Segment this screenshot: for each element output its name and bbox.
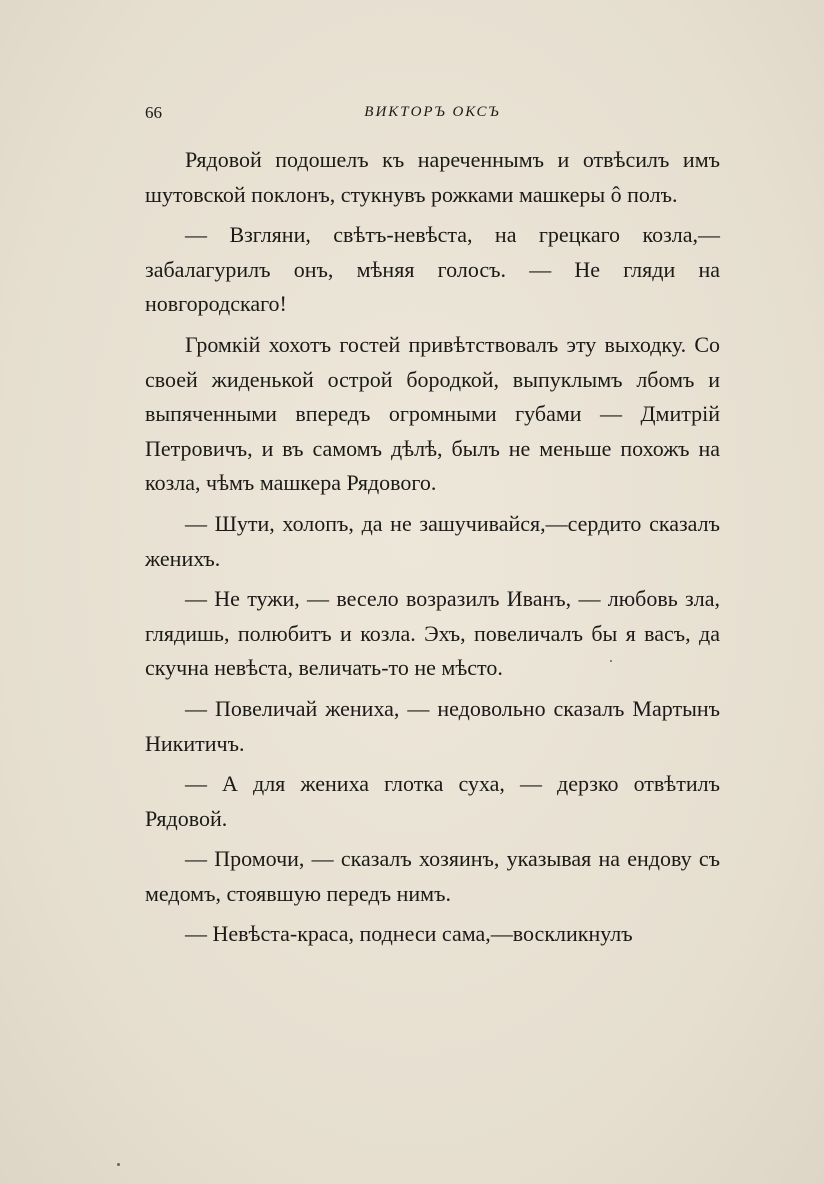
paragraph: — Невѣста-краса, поднеси сама,—воскликнулъ (185, 921, 633, 947)
paragraph: — Не тужи, — весело возразилъ Иванъ, — любовь зла, глядишь, полюбитъ и козла. Эхъ, повеличалъ бы я васъ, да скучна невѣста, величать-то не мѣсто. (145, 586, 720, 681)
paragraph: — Промочи, — сказалъ хозяинъ, указывая на ендову съ медомъ, стоявшую передъ нимъ. (145, 846, 720, 906)
body-text (145, 143, 720, 952)
paragraph: Рядовой подошелъ къ нареченнымъ и отвѣсилъ имъ шутовской поклонъ, стукнувъ рожками машкеры ô полъ. (145, 147, 720, 207)
paragraph: — Взгляни, свѣтъ-невѣста, на грецкаго козла,— забалагурилъ онъ, мѣняя голосъ. — Не гляди на новгородскаго! (145, 222, 720, 317)
paragraph: — А для жениха глотка суха, — дерзко отвѣтилъ Рядовой. (145, 771, 720, 831)
paper-speck (610, 660, 612, 662)
page-number: 66 (145, 103, 162, 122)
paragraph: Громкій хохотъ гостей привѣтствовалъ эту выходку. Со своей жиденькой острой бородкой, выпуклымъ лбомъ и выпяченными впередъ огромными губами — Дмитрій Петровичъ, и въ самомъ дѣлѣ, былъ не меньше похожъ на козла, чѣмъ машкера Рядового. (145, 331, 720, 496)
paragraph: — Шути, холопъ, да не зашучивайся,—сердито сказалъ женихъ. (145, 510, 720, 571)
paper-speck (117, 1163, 120, 1166)
paragraph: — Повеличай жениха, — недовольно сказалъ Мартынъ Никитичъ. (145, 695, 720, 756)
page-header (145, 100, 720, 130)
running-head: ВИКТОРЪ ОКСЪ (364, 104, 501, 120)
